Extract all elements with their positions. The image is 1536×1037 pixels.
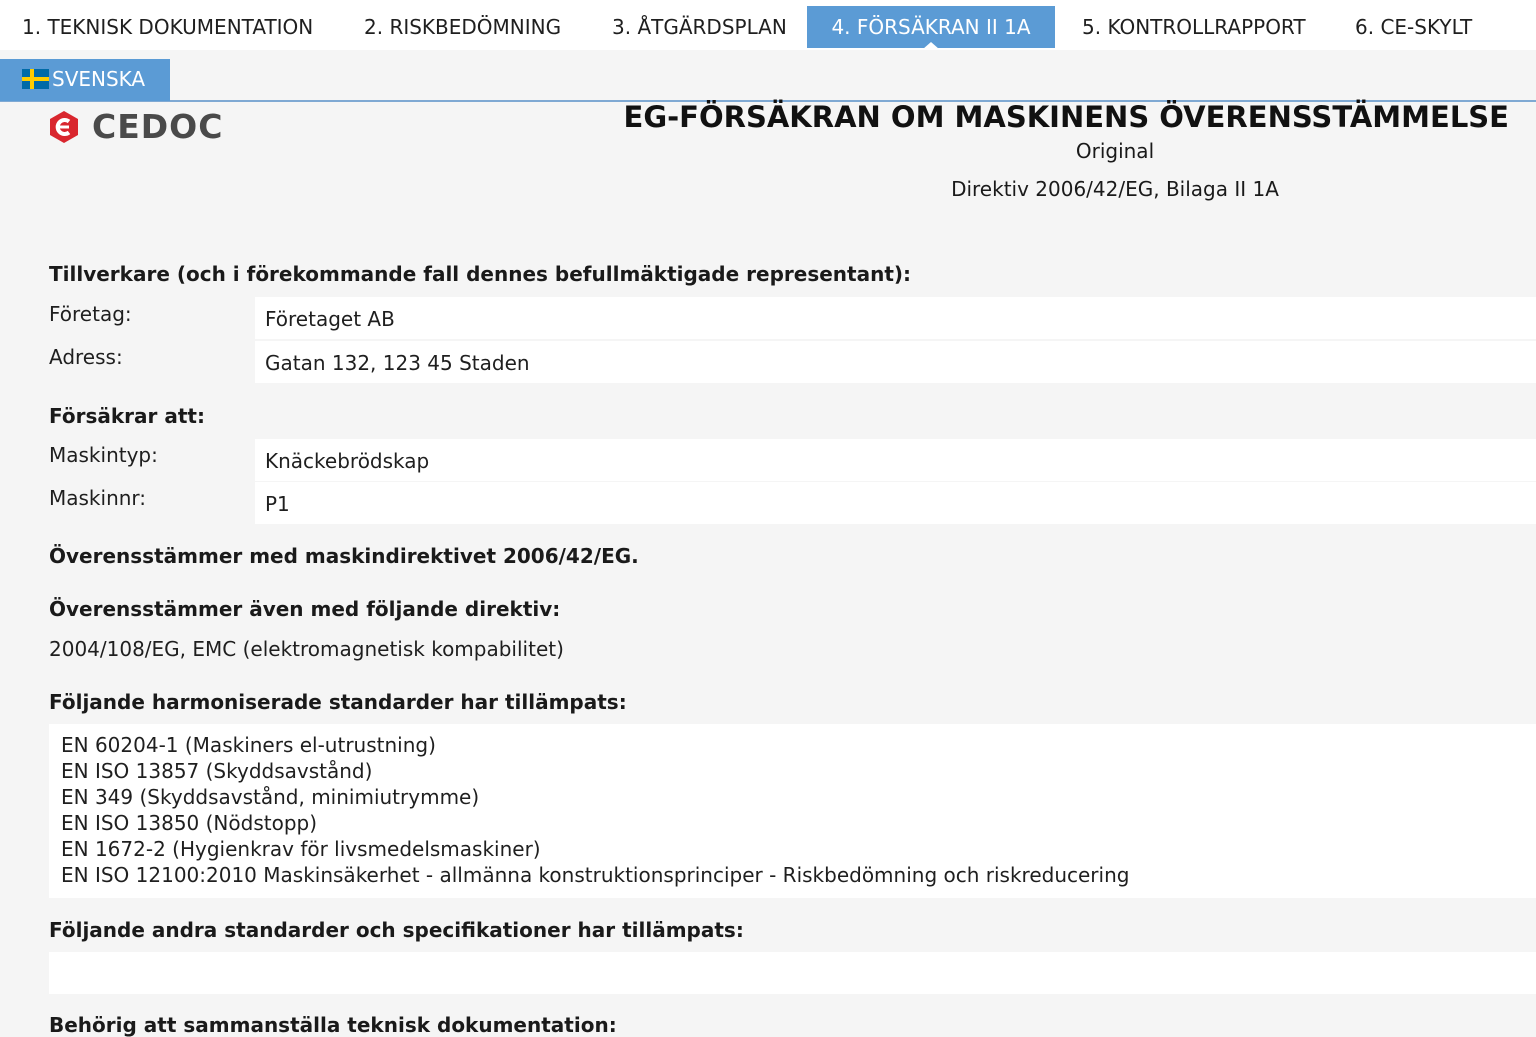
tab-riskbedomning[interactable]: 2. RISKBEDÖMNING xyxy=(364,15,562,39)
document-title: EG-FÖRSÄKRAN OM MASKINENS ÖVERENSSTÄMMELSE xyxy=(623,100,1509,134)
machine-type-field[interactable]: Knäckebrödskap xyxy=(255,439,1536,481)
declares-heading: Försäkrar att: xyxy=(49,404,205,428)
technical-file-heading: Behörig att sammanställa teknisk dokumentation: xyxy=(49,1013,617,1037)
tab-teknisk-dokumentation[interactable]: 1. TEKNISK DOKUMENTATION xyxy=(22,15,314,39)
standard-line: EN 1672-2 (Hygienkrav för livsmedelsmaskiner) xyxy=(61,837,541,861)
standard-line: EN 349 (Skyddsavstånd, minimiutrymme) xyxy=(61,785,480,809)
other-directives-value[interactable]: 2004/108/EG, EMC (elektromagnetisk kompabilitet) xyxy=(49,637,564,661)
tab-atgardsplan[interactable]: 3. ÅTGÄRDSPLAN xyxy=(612,15,787,39)
other-standards-heading: Följande andra standarder och specifikationer har tillämpats: xyxy=(49,918,744,942)
machinery-directive-statement: Överensstämmer med maskindirektivet 2006/42/EG. xyxy=(49,544,639,568)
language-selector[interactable] xyxy=(0,59,170,101)
document-directive: Direktiv 2006/42/EG, Bilaga II 1A xyxy=(951,177,1279,201)
address-field[interactable]: Gatan 132, 123 45 Staden xyxy=(255,341,1536,383)
tab-ce-skylt[interactable]: 6. CE-SKYLT xyxy=(1355,15,1473,39)
standard-line: EN ISO 13850 (Nödstopp) xyxy=(61,811,318,835)
manufacturer-heading: Tillverkare (och i förekommande fall dennes befullmäktigade representant): xyxy=(49,262,912,286)
tab-bar xyxy=(0,0,1536,50)
tab-kontrollrapport[interactable]: 5. KONTROLLRAPPORT xyxy=(1082,15,1306,39)
other-directives-heading: Överensstämmer även med följande direktiv: xyxy=(49,597,561,621)
tab-forsakran-ii-1a[interactable]: 4. FÖRSÄKRAN II 1A xyxy=(807,6,1055,48)
harmonised-standards-field[interactable] xyxy=(49,724,1536,898)
machine-number-label: Maskinnr: xyxy=(49,486,147,510)
language-label: SVENSKA xyxy=(52,67,146,91)
sweden-flag-icon xyxy=(22,69,49,89)
logo-wordmark: CEDOC xyxy=(92,107,224,146)
machine-type-label: Maskintyp: xyxy=(49,443,158,467)
standard-line: EN ISO 13857 (Skyddsavstånd) xyxy=(61,759,373,783)
standard-line: EN ISO 12100:2010 Maskinsäkerhet - allmänna konstruktionsprinciper - Riskbedömning och riskreducering xyxy=(61,863,1130,887)
address-label: Adress: xyxy=(49,345,123,369)
document-original-label: Original xyxy=(1075,139,1155,163)
machine-number-field[interactable]: P1 xyxy=(255,482,1536,524)
standard-line: EN 60204-1 (Maskiners el-utrustning) xyxy=(61,733,436,757)
harmonised-standards-heading: Följande harmoniserade standarder har tillämpats: xyxy=(49,690,627,714)
company-label: Företag: xyxy=(49,302,132,326)
cedoc-logo-icon xyxy=(48,110,80,144)
company-field[interactable]: Företaget AB xyxy=(255,297,1536,339)
other-standards-field[interactable] xyxy=(49,952,1536,994)
